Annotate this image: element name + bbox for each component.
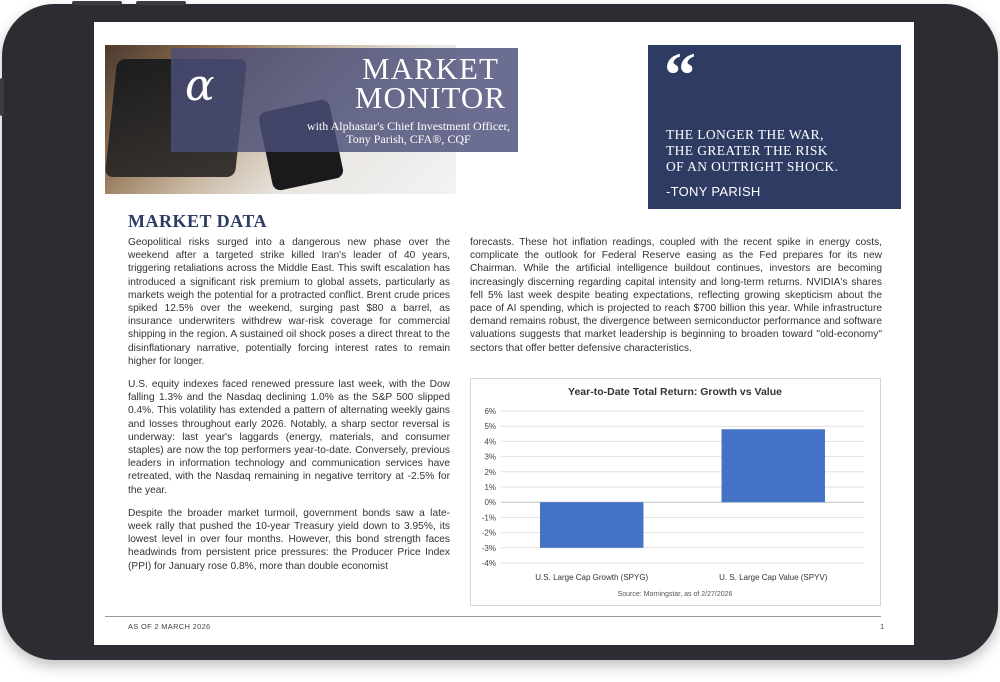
section-heading: MARKET DATA bbox=[128, 211, 268, 231]
chart-container bbox=[470, 378, 881, 606]
document-page bbox=[94, 22, 914, 645]
chart-source: Source: Morningstar, as of 2/27/2026 bbox=[617, 591, 733, 598]
volume-button bbox=[0, 78, 4, 116]
y-tick-label: 6% bbox=[484, 407, 496, 416]
y-tick-label: -2% bbox=[481, 528, 496, 538]
quote-text: THE LONGER THE WAR, THE GREATER THE RISK OF AN OUTRIGHT SHOCK. bbox=[666, 127, 839, 174]
bar-chart bbox=[471, 379, 880, 605]
newsletter-title: MARKET MONITOR bbox=[354, 51, 506, 115]
bar bbox=[722, 429, 825, 502]
paragraph: Despite the broader market turmoil, government bonds saw a late-week rally that pushed the 10-year Treasury yield down to 3.95%, its lowest level in over four months. However, this bond strength faces headwinds from persistent price pressures: the Producer Price Index (PPI) for January rose 0.8%, more than double economist bbox=[128, 507, 450, 572]
title-box bbox=[171, 48, 518, 152]
page-number: 1 bbox=[880, 622, 885, 631]
top-button-2 bbox=[136, 1, 186, 5]
chart-title: Year-to-Date Total Return: Growth vs Value bbox=[568, 386, 782, 398]
left-column bbox=[128, 236, 450, 583]
y-tick-label: 3% bbox=[484, 452, 496, 462]
top-button bbox=[72, 1, 122, 5]
y-tick-label: -1% bbox=[481, 513, 496, 523]
y-tick-label: 2% bbox=[484, 467, 496, 477]
paragraph: forecasts. These hot inflation readings, coupled with the recent spike in energy costs, complicate the outlook for Federal Reserve easing as the Fed prepares for its new Chairman. While the artificial intelligence buildout continues, investors are becoming increasingly discerning regarding capital intensity and long-term returns. NVIDIA's shares fell 5% last week despite beating expectations, reflecting growing skepticism about the pace of AI spending, which is projected to reach $700 billion this year. While infrastructure demand remains robust, the divergence between semiconductor performance and software valuations suggests that market leadership is beginning to broaden toward "old-economy" sectors that offer better defensive characteristics. bbox=[470, 237, 882, 354]
y-tick-label: -4% bbox=[481, 559, 496, 568]
bar bbox=[540, 502, 643, 548]
y-tick-label: 4% bbox=[484, 437, 496, 447]
y-tick-label: 5% bbox=[484, 422, 496, 432]
paragraph: Geopolitical risks surged into a dangerous new phase over the weekend after a targeted strike killed Iran's leader of 40 years, triggering retaliations across the Middle East. This swift escalation has introduced a significant risk premium to global assets, particularly as markets weigh the potential for a protracted conflict. Brent crude prices spiked 12.5% over the weekend, surging past $80 a barrel, as insurance underwriters withdrew war-risk coverage for commercial shipping in the region. A sustained oil shock poses a direct threat to the disinflationary narrative, potentially forcing interest rates to remain higher for longer. bbox=[128, 237, 450, 367]
quote-author: -TONY PARISH bbox=[666, 184, 761, 199]
y-tick-label: -3% bbox=[481, 543, 496, 553]
footer-divider bbox=[105, 616, 881, 617]
y-tick-label: 1% bbox=[484, 483, 496, 492]
paragraph: U.S. equity indexes faced renewed pressure last week, with the Dow falling 1.3% and the Nasdaq declining 1.0% as the S&P 500 slipped 0.4%. This volatility has extended a pattern of alternating weekly gains and losses throughout early 2026. Notably, a sharp sector reversal is underway: last year's laggards (energy, materials, and consumer staples) are now the top performers year-to-date. Conversely, previous leaders in information technology and communication services have retreated, with the Nasdaq remaining in negative territory at -2.5% for the year. bbox=[128, 379, 450, 496]
tablet-frame bbox=[2, 4, 998, 660]
pull-quote bbox=[648, 39, 901, 209]
category-label: U. S. Large Cap Value (SPYV) bbox=[719, 573, 828, 582]
y-tick-label: 0% bbox=[484, 498, 496, 508]
category-label: U.S. Large Cap Growth (SPYG) bbox=[535, 573, 649, 582]
alphastar-logo: α bbox=[185, 60, 215, 111]
quote-mark-icon: “ bbox=[664, 39, 696, 110]
footer-date: AS OF 2 MARCH 2026 bbox=[128, 622, 211, 631]
right-column bbox=[470, 236, 882, 365]
newsletter-subtitle: with Alphastar's Chief Investment Officer, Tony Parish, CFA®, CQF bbox=[306, 119, 510, 146]
